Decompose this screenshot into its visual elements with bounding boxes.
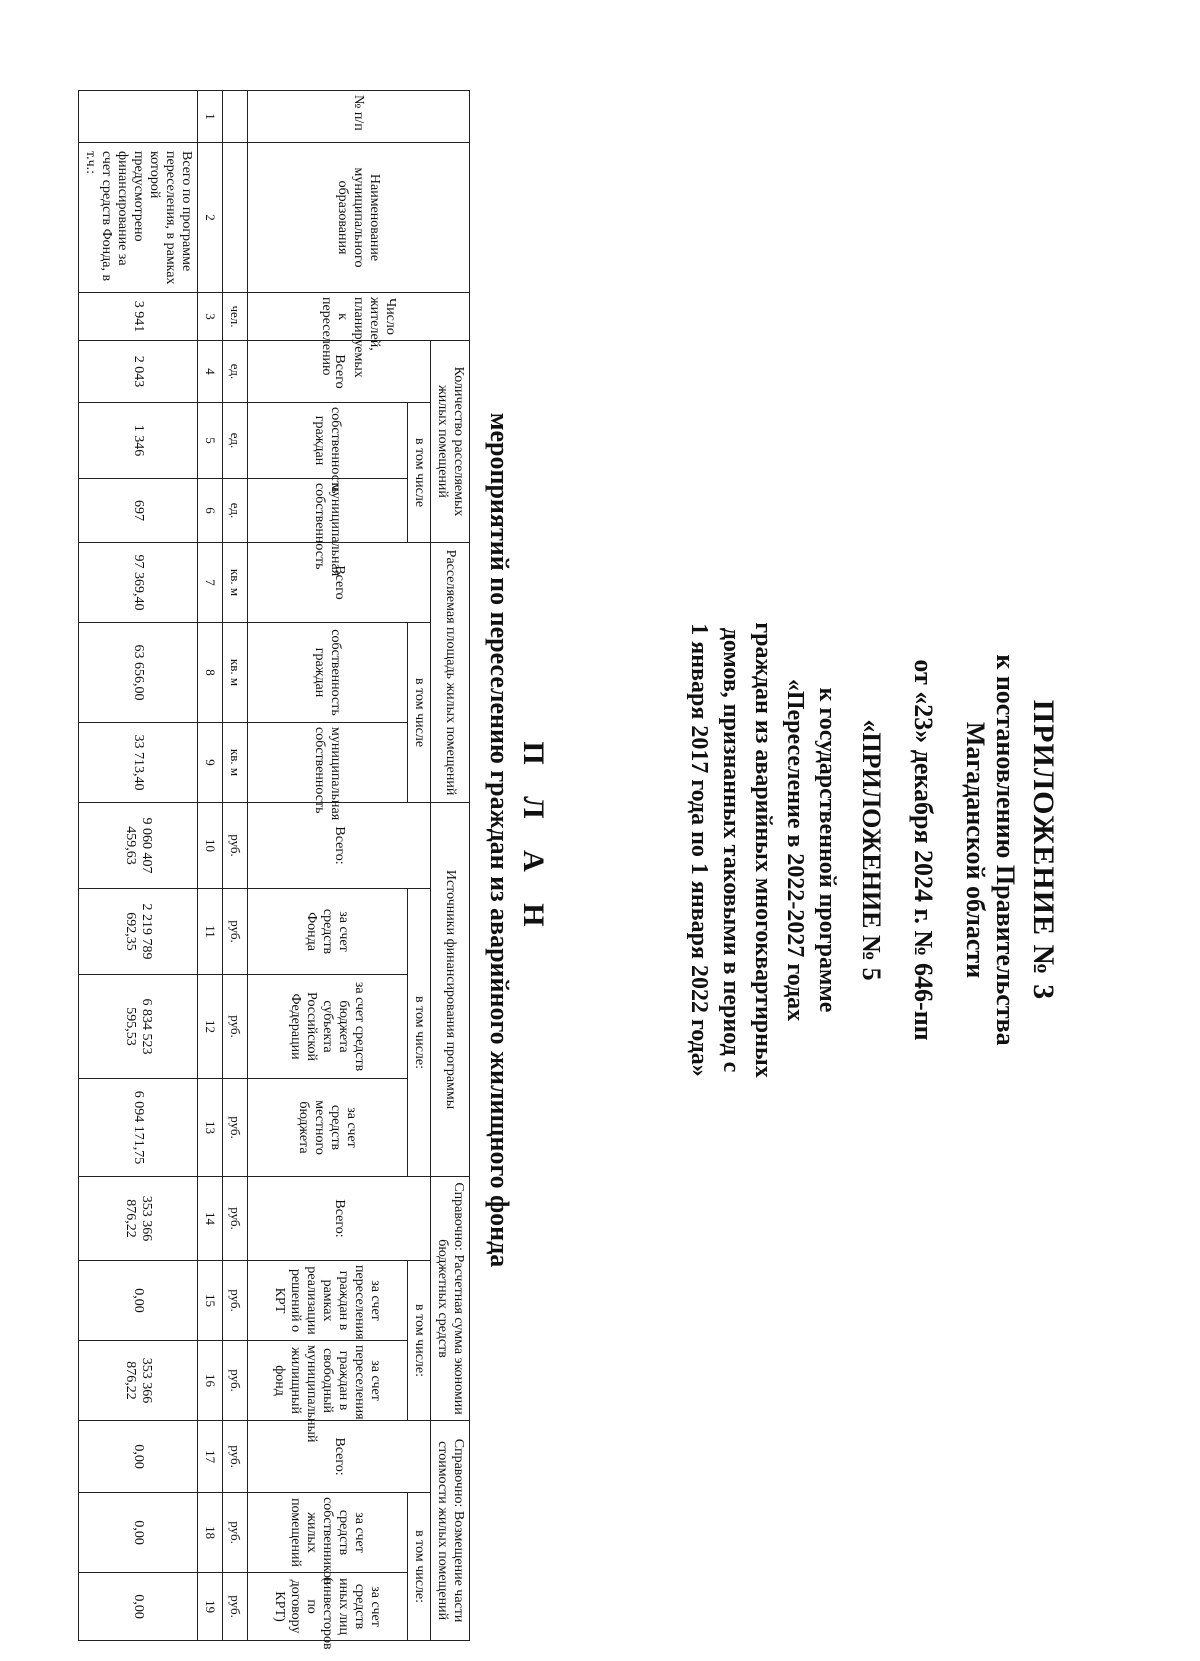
src-fund-header: за счет средств Фонда bbox=[248, 889, 408, 975]
row-value-cell: 697 bbox=[79, 479, 198, 543]
count-total-header: Всего bbox=[248, 341, 431, 403]
decree-line-1: к постановлению Правительства bbox=[991, 654, 1020, 1046]
count-municipal-header: муниципальная собственность bbox=[248, 479, 408, 543]
row-value-cell: 9 060 407 459,63 bbox=[79, 803, 198, 889]
comp-other-header: за счет средств иных лиц (инвесторов по договору КРТ) bbox=[248, 1573, 408, 1641]
src-subject-header: за счет средств бюджета субъекта Российской Федерации bbox=[248, 975, 408, 1079]
col-number: 9 bbox=[198, 723, 223, 803]
col-number: 12 bbox=[198, 975, 223, 1079]
row-value-cell: 353 366 876,22 bbox=[79, 1177, 198, 1261]
group-header-area: Расселяемая площадь жилых помещений bbox=[431, 543, 470, 803]
count-citizens-header: собственность граждан bbox=[248, 403, 408, 479]
col-number: 5 bbox=[198, 403, 223, 479]
appendix-5-title: «ПРИЛОЖЕНИЕ № 5 bbox=[857, 719, 886, 981]
col-number: 17 bbox=[198, 1421, 223, 1493]
plan-title: П Л А Н bbox=[517, 741, 550, 939]
row-value-cell: 353 366 876,22 bbox=[79, 1341, 198, 1421]
unit-cell: ед. bbox=[223, 479, 248, 543]
col-header-name: Наименование муниципального образования bbox=[248, 143, 470, 293]
unit-cell: ед. bbox=[223, 403, 248, 479]
col-number: 15 bbox=[198, 1261, 223, 1341]
unit-cell: руб. bbox=[223, 1177, 248, 1261]
unit-cell: руб. bbox=[223, 1421, 248, 1493]
unit-cell: руб. bbox=[223, 1573, 248, 1641]
group-header-savings: Справочно: Расчетная сумма экономии бюджетных средств bbox=[431, 1177, 470, 1421]
col-header-residents: Число жителей, планируемых к переселению bbox=[248, 293, 470, 341]
decree-line-2: Магаданской области bbox=[961, 721, 990, 979]
unit-cell bbox=[223, 143, 248, 293]
col-number: 18 bbox=[198, 1493, 223, 1573]
group-header-compensation: Справочно: Возмещение части стоимости жилых помещений bbox=[431, 1421, 470, 1641]
plan-heading bbox=[484, 160, 550, 1520]
units-row bbox=[223, 91, 248, 1641]
unit-cell bbox=[223, 91, 248, 143]
unit-cell: руб. bbox=[223, 1261, 248, 1341]
col-number: 10 bbox=[198, 803, 223, 889]
unit-cell: кв. м bbox=[223, 543, 248, 623]
compensation-total-header: Всего: bbox=[248, 1421, 431, 1493]
row-value-cell: 2 219 789 692,35 bbox=[79, 889, 198, 975]
unit-cell: кв. м bbox=[223, 723, 248, 803]
row-value-cell: 0,00 bbox=[79, 1573, 198, 1641]
col-number: 6 bbox=[198, 479, 223, 543]
col-number: 7 bbox=[198, 543, 223, 623]
unit-cell: руб. bbox=[223, 1341, 248, 1421]
count-incl-header: в том числе bbox=[408, 403, 431, 543]
plan-subtitle: мероприятий по переселению граждан из аварийного жилищного фонда bbox=[485, 412, 514, 1268]
row-no-cell bbox=[79, 91, 198, 143]
row-value-cell: 0,00 bbox=[79, 1493, 198, 1573]
comp-owners-header: за счет средств собственников жилых помещений bbox=[248, 1493, 408, 1573]
area-municipal-header: муниципальная собственность bbox=[248, 723, 408, 803]
row-value-cell: 6 834 523 595,53 bbox=[79, 975, 198, 1079]
unit-cell: ед. bbox=[223, 341, 248, 403]
col-number: 11 bbox=[198, 889, 223, 975]
row-name-cell: Всего по программе переселения, в рамках которой предусмотрено финансирование за счет средств Фонда, в т.ч.: bbox=[79, 143, 198, 293]
column-numbers-row bbox=[198, 91, 223, 1641]
area-citizens-header: собственность граждан bbox=[248, 623, 408, 723]
program-line-1: к государственной программе bbox=[814, 687, 840, 1013]
col-number: 4 bbox=[198, 341, 223, 403]
unit-cell: руб. bbox=[223, 889, 248, 975]
sources-incl-header: в том числе: bbox=[408, 889, 431, 1177]
program-line-2: «Переселение в 2022-2027 годах bbox=[782, 678, 808, 1022]
savings-incl-header: в том числе: bbox=[408, 1261, 431, 1421]
col-header-no: № п/п bbox=[248, 91, 470, 143]
appendix-title: ПРИЛОЖЕНИЕ № 3 bbox=[1027, 699, 1060, 1001]
col-number: 16 bbox=[198, 1341, 223, 1421]
unit-cell: руб. bbox=[223, 1493, 248, 1573]
decree-date: от «23» декабря 2024 г. № 646-пп bbox=[909, 659, 938, 1041]
compensation-incl-header: в том числе: bbox=[408, 1493, 431, 1641]
col-number: 8 bbox=[198, 623, 223, 723]
table-row bbox=[79, 91, 198, 1641]
appendix-header bbox=[684, 300, 1060, 1400]
savings-total-header: Всего: bbox=[248, 1177, 431, 1261]
row-value-cell: 0,00 bbox=[79, 1261, 198, 1341]
row-value-cell: 33 713,40 bbox=[79, 723, 198, 803]
unit-cell: кв. м bbox=[223, 623, 248, 723]
area-incl-header: в том числе bbox=[408, 623, 431, 803]
row-value-cell: 2 043 bbox=[79, 341, 198, 403]
col-number: 14 bbox=[198, 1177, 223, 1261]
unit-cell: руб. bbox=[223, 1079, 248, 1177]
row-value-cell: 97 369,40 bbox=[79, 543, 198, 623]
col-number: 13 bbox=[198, 1079, 223, 1177]
program-line-5: 1 января 2017 года по 1 января 2022 года» bbox=[686, 623, 712, 1077]
program-line-4: домов, признанных таковыми в период с bbox=[718, 627, 744, 1073]
unit-cell: чел. bbox=[223, 293, 248, 341]
unit-cell: руб. bbox=[223, 975, 248, 1079]
group-header-sources: Источники финансирования программы bbox=[431, 803, 470, 1177]
col-number: 1 bbox=[198, 91, 223, 143]
row-value-cell: 1 346 bbox=[79, 403, 198, 479]
unit-cell: руб. bbox=[223, 803, 248, 889]
sav-free-header: за счет переселения граждан в свободный муниципальный жилищный фонд bbox=[248, 1341, 408, 1421]
col-number: 2 bbox=[198, 143, 223, 293]
group-header-count: Количество расселяемых жилых помещений bbox=[431, 341, 470, 543]
area-total-header: Всего bbox=[248, 543, 431, 623]
row-value-cell: 63 656,00 bbox=[79, 623, 198, 723]
col-number: 19 bbox=[198, 1573, 223, 1641]
row-value-cell: 6 094 171,75 bbox=[79, 1079, 198, 1177]
col-number: 3 bbox=[198, 293, 223, 341]
row-value-cell: 3 941 bbox=[79, 293, 198, 341]
sources-total-header: Всего: bbox=[248, 803, 431, 889]
sav-krt-header: за счет переселения граждан в рамках реализации решений о КРТ bbox=[248, 1261, 408, 1341]
plan-table bbox=[78, 90, 470, 1650]
program-line-3: граждан из аварийных многоквартирных bbox=[750, 622, 776, 1078]
row-value-cell: 0,00 bbox=[79, 1421, 198, 1493]
src-local-header: за счет средств местного бюджета bbox=[248, 1079, 408, 1177]
